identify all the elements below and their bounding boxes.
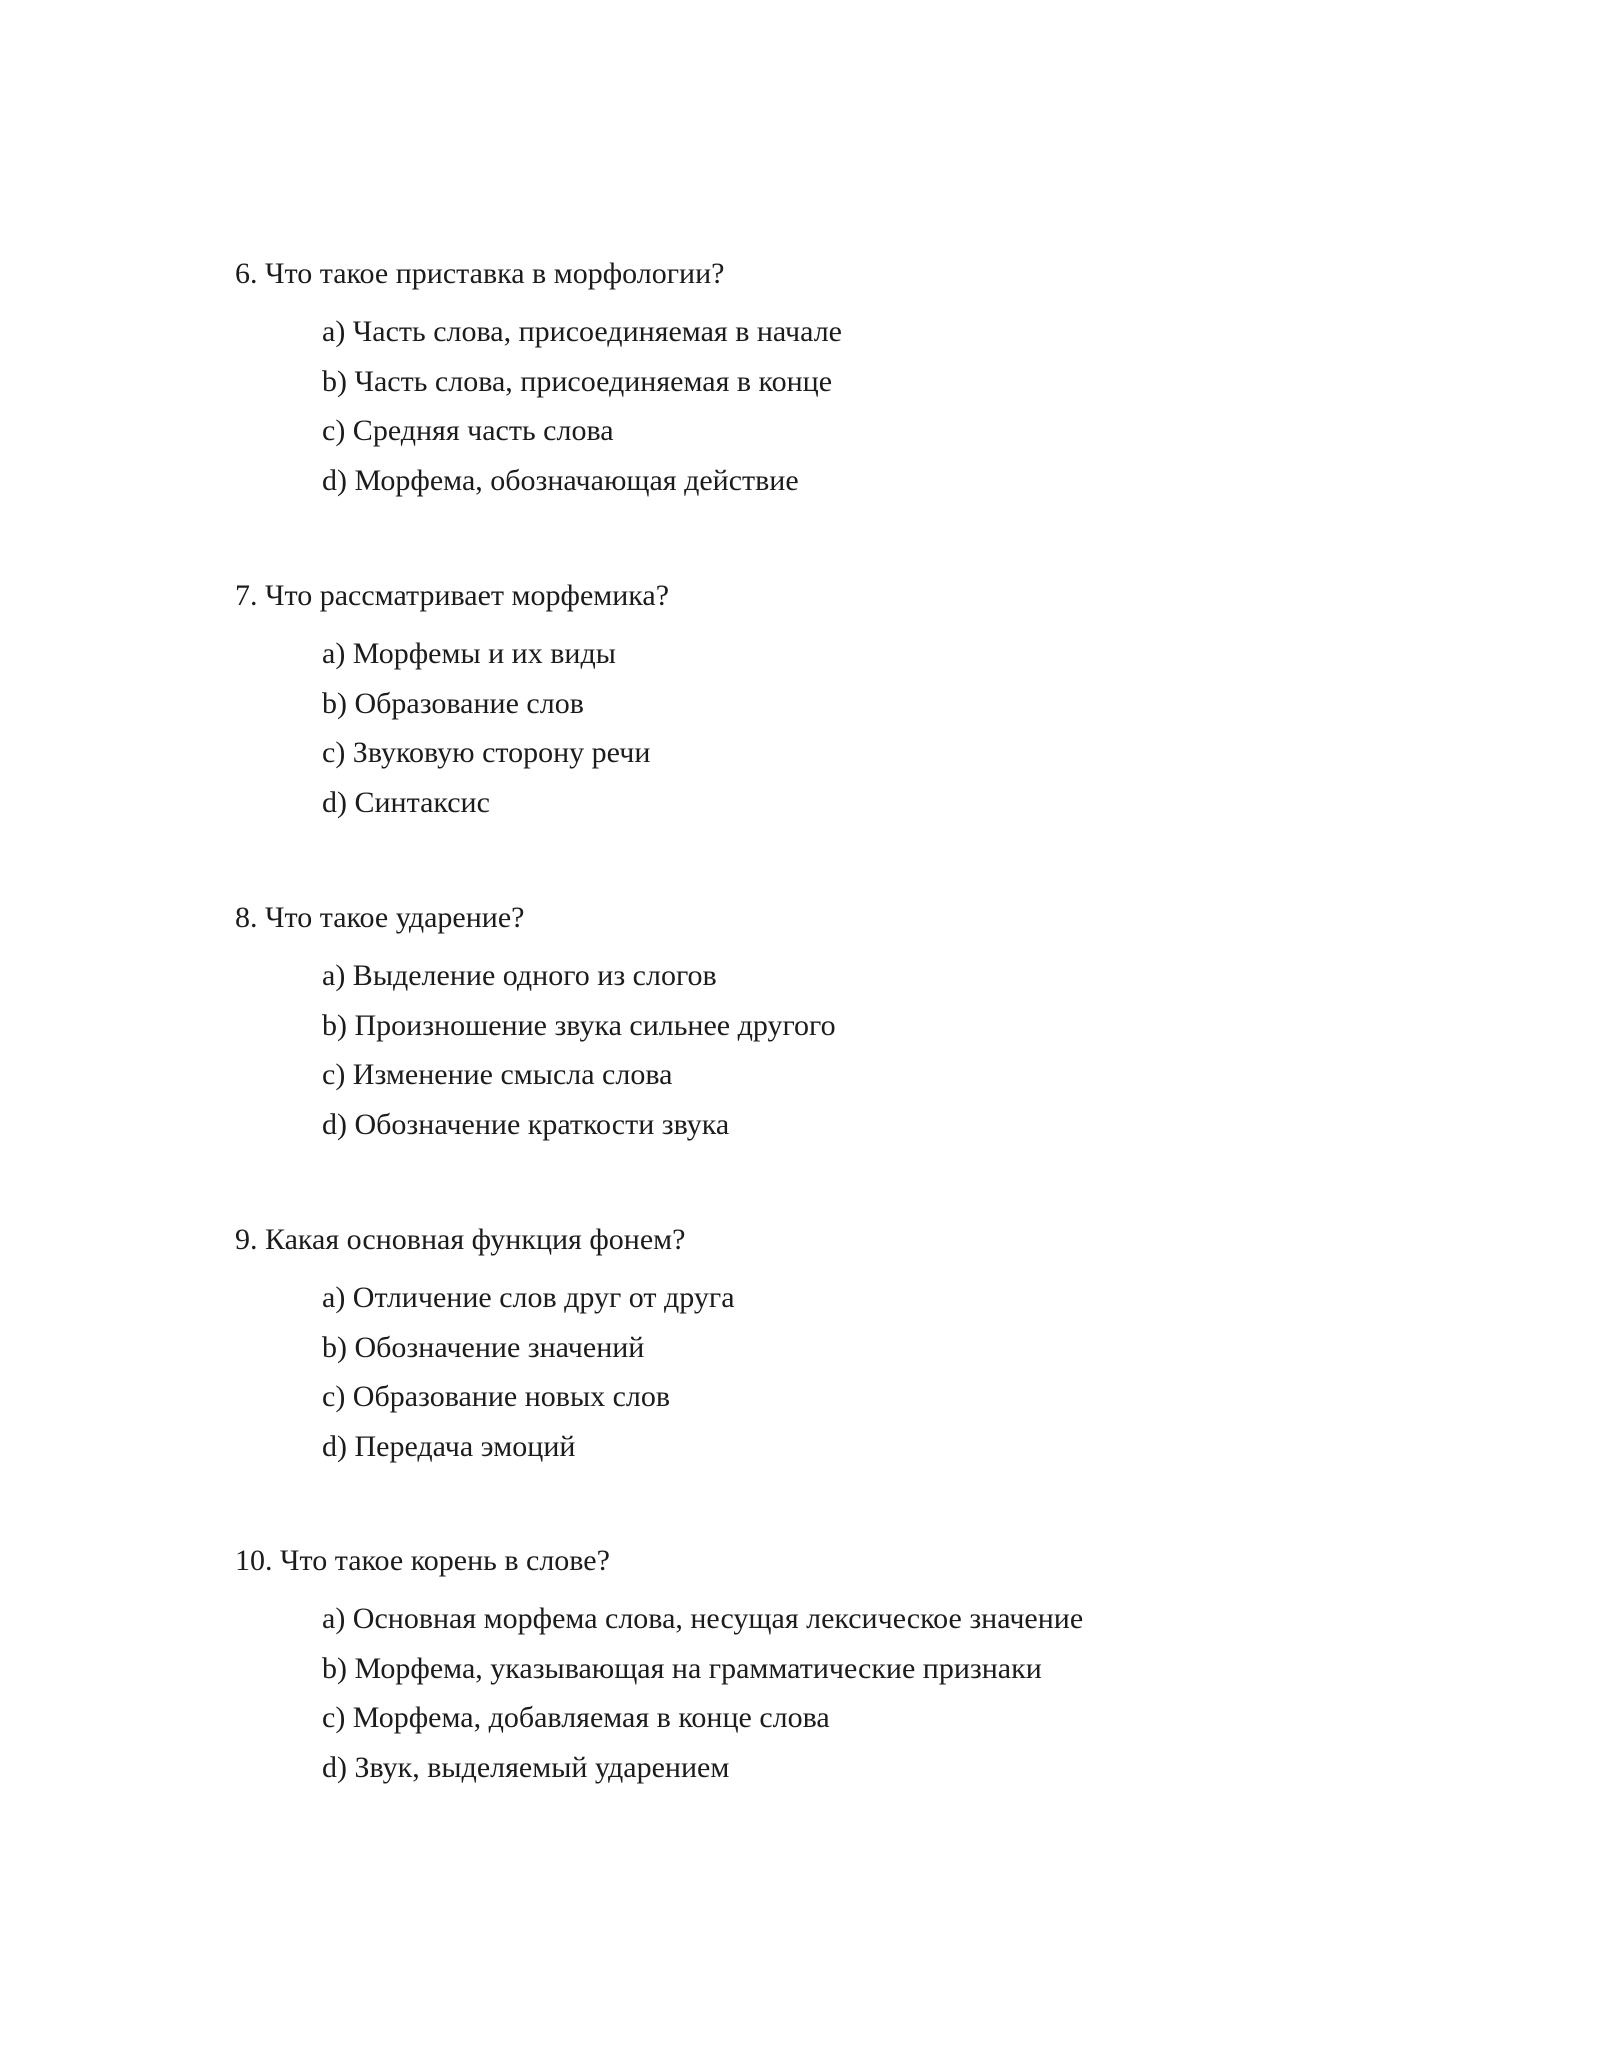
answer-list [235,314,1435,512]
question-6 [235,256,1435,512]
answer-option-a: a) Отличение слов друг от друга [322,1281,735,1314]
question-10 [235,1543,1435,1799]
answer-option-b: b) Произношение звука сильнее другого [322,1008,836,1042]
answer-option-a: a) Выделение одного из слогов [322,959,717,992]
question-text: 9. Какая основная функция фонем? [235,1223,686,1256]
answer-list [235,636,1435,834]
question-8 [235,900,1435,1156]
answer-option-b: b) Морфема, указывающая на грамматические признаки [322,1651,1042,1685]
answer-option-c: c) Образование новых слов [322,1380,671,1413]
answer-option-c: c) Морфема, добавляемая в конце слова [322,1701,830,1734]
question-text: 7. Что рассматривает морфемика? [235,579,670,612]
answer-option-c: c) Изменение смысла слова [322,1058,673,1091]
answer-option-d: d) Звук, выделяемый ударением [322,1750,730,1784]
answer-option-d: d) Передача эмоций [322,1429,576,1463]
answer-option-a: a) Часть слова, присоединяемая в начале [322,315,842,348]
answer-option-d: d) Морфема, обозначающая действие [322,463,799,497]
answer-option-a: a) Морфемы и их виды [322,637,616,670]
answer-option-c: c) Средняя часть слова [322,414,614,447]
answer-option-b: b) Образование слов [322,686,584,720]
answer-list [235,958,1435,1156]
question-text: 6. Что такое приставка в морфологии? [235,257,725,290]
question-7 [235,578,1435,834]
answer-option-d: d) Обозначение краткости звука [322,1107,730,1141]
question-text: 8. Что такое ударение? [235,901,525,934]
question-text: 10. Что такое корень в слове? [235,1544,610,1577]
answer-list [235,1280,1435,1478]
answer-option-b: b) Обозначение значений [322,1330,645,1364]
answer-option-d: d) Синтаксис [322,785,490,819]
answer-list [235,1601,1435,1799]
question-9 [235,1222,1435,1478]
answer-option-a: a) Основная морфема слова, несущая лексическое значение [322,1602,1084,1635]
answer-option-b: b) Часть слова, присоединяемая в конце [322,364,833,398]
answer-option-c: c) Звуковую сторону речи [322,736,651,769]
